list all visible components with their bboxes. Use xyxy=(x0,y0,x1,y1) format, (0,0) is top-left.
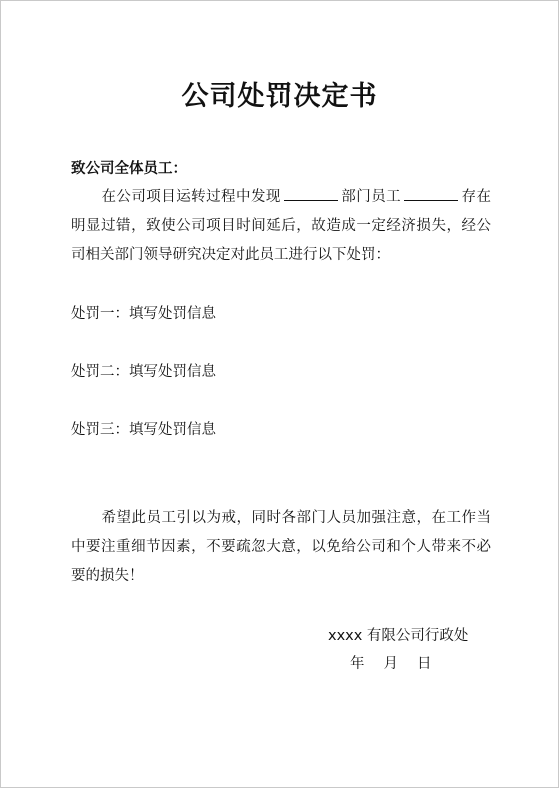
document-title: 公司处罚决定书 xyxy=(181,81,378,112)
salutation: 致公司全体员工： xyxy=(71,161,187,177)
penalty-item-2: 处罚二：填写处罚信息 xyxy=(71,364,216,380)
date-month-label: 月 xyxy=(383,656,398,672)
notice-paragraph xyxy=(71,183,491,270)
blank-line-department xyxy=(284,185,338,201)
signature-organization: xxxx 有限公司行政处 xyxy=(328,628,469,644)
closing-paragraph xyxy=(71,504,491,591)
paragraph-text-part3: 存在明显过错，致使公司项目时间延后，故造成一定经济损失，经公司相关部门领导研究决定对此员工进行以下处罚： xyxy=(71,189,492,263)
date-day-label: 日 xyxy=(417,656,432,672)
penalty-item-1: 处罚一：填写处罚信息 xyxy=(71,306,216,322)
paragraph-text-part1: 在公司项目运转过程中发现 xyxy=(101,189,281,205)
closing-paragraph-text: 希望此员工引以为戒，同时各部门人员加强注意，在工作当中要注重细节因素，不要疏忽大意，以免给公司和个人带来不必要的损失！ xyxy=(71,510,491,584)
blank-line-employee xyxy=(404,185,458,201)
penalty-item-3: 处罚三：填写处罚信息 xyxy=(71,422,216,438)
signature-date xyxy=(350,653,432,675)
date-year-label: 年 xyxy=(350,656,365,672)
paragraph-text-part2: 部门员工 xyxy=(340,189,402,205)
